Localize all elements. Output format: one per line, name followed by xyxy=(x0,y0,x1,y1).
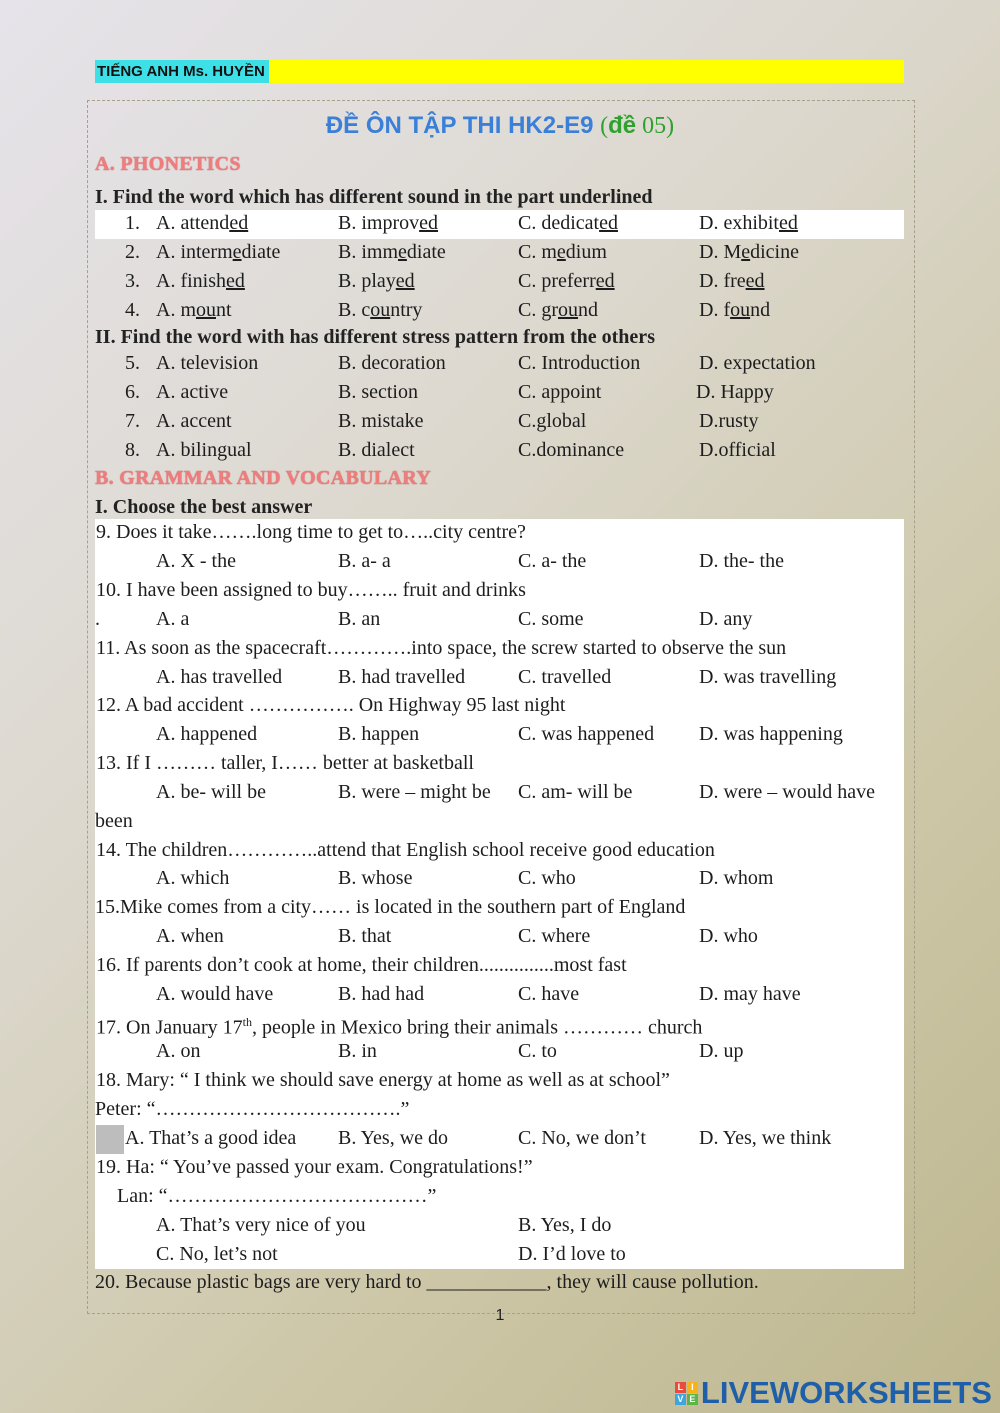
option-a[interactable]: A. when xyxy=(156,925,224,947)
option-c[interactable]: C. where xyxy=(518,925,591,947)
question-row xyxy=(0,720,1000,749)
question-row: 6. A. active B. section C. appoint D. Happy xyxy=(0,378,1000,407)
option-a[interactable]: A. That’s very nice of you xyxy=(156,1214,366,1236)
option-d[interactable]: D.official xyxy=(699,439,776,461)
option-b[interactable]: B. in xyxy=(338,1040,377,1062)
option-a[interactable]: A. active xyxy=(156,381,229,403)
question-text: 13. If I ……… taller, I…… better at basketball xyxy=(96,752,474,774)
question-row xyxy=(0,1211,1000,1240)
option-d[interactable]: D. the- the xyxy=(699,550,784,572)
option-d[interactable]: D. were – would have xyxy=(699,781,876,803)
option-b[interactable]: B. Yes, we do xyxy=(338,1127,449,1149)
option-b[interactable]: B. had had xyxy=(338,983,425,1005)
option-d[interactable]: D. Happy xyxy=(696,381,774,403)
question-row xyxy=(0,1124,1000,1153)
question-text: Peter: “……………………………….” xyxy=(95,1098,410,1120)
option-d[interactable]: D. who xyxy=(699,925,758,947)
option-a[interactable]: A. which xyxy=(156,867,230,889)
question-row xyxy=(0,663,1000,692)
question-row: . A. a B. an C. some D. any xyxy=(0,605,1000,634)
header-bar xyxy=(95,60,904,83)
option-b[interactable]: B. section xyxy=(338,381,418,403)
option-b[interactable]: B. whose xyxy=(338,867,413,889)
option-b[interactable]: B. played xyxy=(338,270,415,292)
option-d[interactable]: D. whom xyxy=(699,867,774,889)
option-a[interactable]: A. on xyxy=(156,1040,201,1062)
option-c[interactable]: C. Introduction xyxy=(518,352,641,374)
option-b[interactable]: B. immediate xyxy=(338,241,446,263)
question-text: 12. A bad accident ……………. On Highway 95 last night xyxy=(96,694,566,716)
grammar-instruction: I. Choose the best answer xyxy=(95,496,313,518)
option-c[interactable]: C. am- will be xyxy=(518,781,633,803)
option-a[interactable]: A. television xyxy=(156,352,259,374)
option-a[interactable]: A. mount xyxy=(156,299,232,321)
option-a[interactable]: A. bilingual xyxy=(156,439,252,461)
question-text: 14. The children…………..attend that English school receive good education xyxy=(96,839,715,861)
option-c[interactable]: C. to xyxy=(518,1040,557,1062)
section-b-heading: B. GRAMMAR AND VOCABULARY xyxy=(95,467,432,489)
option-a[interactable]: A. be- will be xyxy=(156,781,266,803)
option-a[interactable]: A. intermediate xyxy=(156,241,281,263)
page-title: ĐỀ ÔN TẬP THI HK2-E9 (đề 05) xyxy=(325,112,675,139)
page-number: 1 xyxy=(495,1307,505,1324)
option-d[interactable]: D. expectation xyxy=(699,352,816,374)
option-b[interactable]: B. Yes, I do xyxy=(518,1214,612,1236)
option-c[interactable]: C. ground xyxy=(518,299,598,321)
option-c[interactable]: C. who xyxy=(518,867,576,889)
option-a[interactable]: A. X - the xyxy=(156,550,236,572)
option-c[interactable]: C.global xyxy=(518,410,587,432)
option-d[interactable]: D. Medicine xyxy=(699,241,799,263)
option-d[interactable]: D. may have xyxy=(699,983,801,1005)
option-b[interactable]: B. decoration xyxy=(338,352,446,374)
option-b[interactable]: B. that xyxy=(338,925,392,947)
option-d[interactable]: D. was travelling xyxy=(699,666,837,688)
option-b[interactable]: B. happen xyxy=(338,723,420,745)
question-row: 1. A. attended B. improved C. dedicated D. exhibited xyxy=(0,209,1000,238)
question-row xyxy=(0,1037,1000,1066)
question-text: 16. If parents don’t cook at home, their children...............most fast xyxy=(96,954,627,976)
option-b[interactable]: B. a- a xyxy=(338,550,391,572)
option-a[interactable]: A. a xyxy=(156,608,190,630)
option-d[interactable]: D. I’d love to xyxy=(518,1243,626,1265)
question-row: 3. A. finished B. played C. preferred D. freed xyxy=(0,267,1000,296)
option-c[interactable]: C. was happened xyxy=(518,723,655,745)
option-c[interactable]: C. some xyxy=(518,608,584,630)
option-d[interactable]: D. found xyxy=(699,299,771,321)
option-d[interactable]: D. up xyxy=(699,1040,744,1062)
question-text: 15.Mike comes from a city…… is located in the southern part of England xyxy=(95,896,686,918)
option-b[interactable]: B. mistake xyxy=(338,410,424,432)
question-row: 8. A. bilingual B. dialect C.dominance D.official xyxy=(0,436,1000,465)
question-text: 9. Does it take…….long time to get to…..city centre? xyxy=(96,521,526,543)
option-c[interactable]: C. dedicated xyxy=(518,212,618,234)
option-d[interactable]: D. any xyxy=(699,608,753,630)
question-text: been xyxy=(95,810,133,832)
option-b[interactable]: B. were – might be xyxy=(338,781,491,803)
option-d[interactable]: D. exhibited xyxy=(699,212,798,234)
option-c[interactable]: C. appoint xyxy=(518,381,602,403)
question-row xyxy=(0,1240,1000,1269)
question-row: 7. A. accent B. mistake C.global D.rusty xyxy=(0,407,1000,436)
question-text: 20. Because plastic bags are very hard to ____________, they will cause pollution. xyxy=(95,1271,759,1293)
option-a[interactable]: A. accent xyxy=(156,410,232,432)
option-a[interactable]: A. would have xyxy=(156,983,274,1005)
section-a-heading: A. PHONETICS xyxy=(95,153,241,175)
option-b[interactable]: B. improved xyxy=(338,212,439,234)
option-c[interactable]: C. medium xyxy=(518,241,607,263)
question-text: 11. As soon as the spacecraft………….into space, the screw started to observe the sun xyxy=(96,637,787,659)
option-b[interactable]: B. country xyxy=(338,299,423,321)
option-c[interactable]: C. No, let’s not xyxy=(156,1243,278,1265)
option-a[interactable]: A. happened xyxy=(156,723,258,745)
question-text: Lan: “…………………………………” xyxy=(117,1185,437,1207)
teacher-label: TIẾNG ANH Ms. HUYỀN xyxy=(95,60,269,83)
question-row: 2. A. intermediate B. immediate C. medium D. Medicine xyxy=(0,238,1000,267)
question-text: 18. Mary: “ I think we should save energy at home as well as at school” xyxy=(96,1069,670,1091)
option-d[interactable]: D. was happening xyxy=(699,723,843,745)
question-text: 17. On January 17th, people in Mexico bring their animals ………… church xyxy=(96,1015,703,1039)
option-a[interactable]: A. That’s a good idea xyxy=(125,1127,297,1149)
option-d[interactable]: D. freed xyxy=(699,270,765,292)
logo-icon: L I V E xyxy=(675,1382,698,1405)
phonetics-instruction: I. Find the word which has different sound in the part underlined xyxy=(95,186,653,208)
option-d[interactable]: D.rusty xyxy=(699,410,759,432)
question-row xyxy=(0,922,1000,951)
question-row xyxy=(0,864,1000,893)
option-b[interactable]: B. an xyxy=(338,608,381,630)
option-b[interactable]: B. had travelled xyxy=(338,666,466,688)
question-text: 10. I have been assigned to buy…….. fruit and drinks xyxy=(96,579,526,601)
option-a[interactable]: A. attended xyxy=(156,212,249,234)
option-a[interactable]: A. has travelled xyxy=(156,666,283,688)
question-row: 4. A. mount B. country C. ground D. found xyxy=(0,296,1000,325)
option-c[interactable]: C. preferred xyxy=(518,270,615,292)
question-row xyxy=(0,778,1000,807)
liveworksheets-logo: L I V E LIVEWORKSHEETS xyxy=(675,1375,992,1411)
question-row xyxy=(0,547,1000,576)
option-c[interactable]: C. have xyxy=(518,983,580,1005)
option-b[interactable]: B. dialect xyxy=(338,439,415,461)
stress-instruction: II. Find the word with has different stress pattern from the others xyxy=(95,326,655,348)
question-row xyxy=(0,980,1000,1009)
option-c[interactable]: C. No, we don’t xyxy=(518,1127,646,1149)
option-c[interactable]: C. a- the xyxy=(518,550,587,572)
question-row: 5. A. television B. decoration C. Introduction D. expectation xyxy=(0,349,1000,378)
option-c[interactable]: C. travelled xyxy=(518,666,612,688)
option-c[interactable]: C.dominance xyxy=(518,439,625,461)
option-d[interactable]: D. Yes, we think xyxy=(699,1127,832,1149)
question-text: 19. Ha: “ You’ve passed your exam. Congratulations!” xyxy=(96,1156,533,1178)
option-a[interactable]: A. finished xyxy=(156,270,245,292)
